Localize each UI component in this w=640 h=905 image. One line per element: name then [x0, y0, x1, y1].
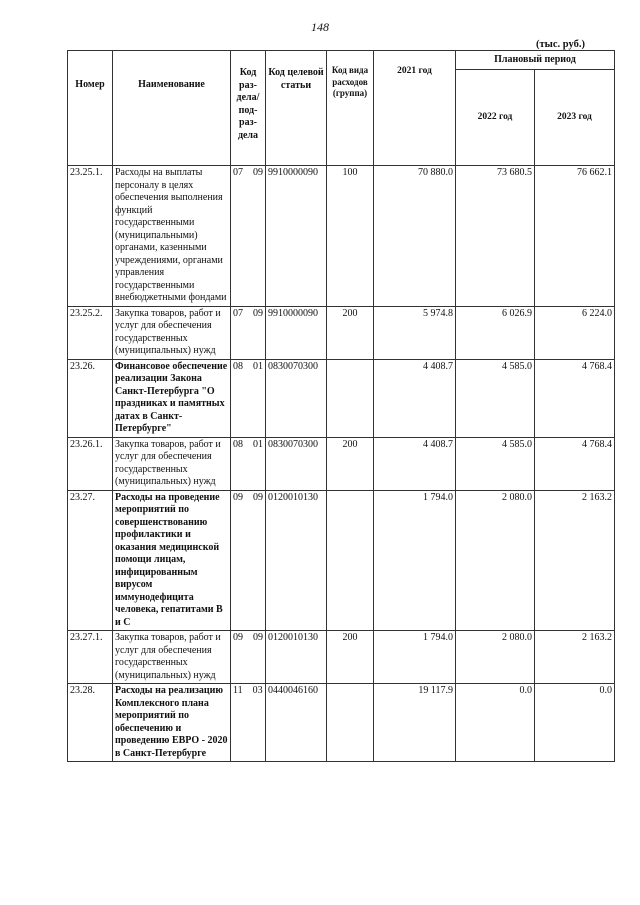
- row-expense-code: 200: [327, 306, 374, 359]
- row-section: 09: [233, 491, 243, 503]
- row-value-2022: 4 585.0: [456, 437, 535, 490]
- row-value-2023: 2 163.2: [535, 631, 615, 684]
- row-value-2023: 4 768.4: [535, 437, 615, 490]
- row-target-code: 0830070300: [266, 359, 327, 437]
- row-number: 23.27.1.: [68, 631, 113, 684]
- row-value-2023: 0.0: [535, 684, 615, 762]
- row-section-code: [231, 306, 266, 359]
- units-label: (тыс. руб.): [536, 39, 585, 50]
- row-number: 23.25.1.: [68, 166, 113, 307]
- row-name: Закупка товаров, работ и услуг для обеспечения государственных (муниципальных) нужд: [113, 306, 231, 359]
- row-name: Расходы на реализацию Комплексного плана мероприятий по обеспечению и проведению ЕВРО - 2020 в Санкт-Петербурге: [113, 684, 231, 762]
- table-row: [68, 490, 615, 631]
- row-value-2022: 73 680.5: [456, 166, 535, 307]
- row-number: 23.27.: [68, 490, 113, 631]
- header-section-code: Код раз-дела/ под-раз-дела: [231, 51, 266, 166]
- row-value-2023: 4 768.4: [535, 359, 615, 437]
- row-value-2022: 0.0: [456, 684, 535, 762]
- row-subsection: 03: [252, 685, 263, 696]
- row-number: 23.26.1.: [68, 437, 113, 490]
- row-name: Расходы на выплаты персоналу в целях обеспечения выполнения функций государственными (муниципальными) органами, казенными учреждениями, органами управления государственными внебюджетными фондами: [113, 166, 231, 307]
- row-value-2022: 6 026.9: [456, 306, 535, 359]
- row-target-code: 0120010130: [266, 631, 327, 684]
- row-target-code: 0120010130: [266, 490, 327, 631]
- row-subsection: 09: [253, 491, 263, 503]
- table-row: [68, 684, 615, 762]
- row-value-2022: 4 585.0: [456, 359, 535, 437]
- header-expense-code: Код вида расходов (группа): [327, 51, 374, 166]
- row-target-code: 0440046160: [266, 684, 327, 762]
- budget-table: [67, 50, 615, 762]
- table-row: [68, 631, 615, 684]
- row-target-code: 9910000090: [266, 306, 327, 359]
- page-number: 148: [311, 20, 329, 34]
- row-subsection: 09: [253, 167, 263, 178]
- row-value-2021: 4 408.7: [374, 359, 456, 437]
- row-subsection: 09: [253, 632, 263, 643]
- row-subsection: 01: [253, 438, 263, 450]
- row-value-2023: 76 662.1: [535, 166, 615, 307]
- row-section: 11: [233, 685, 243, 696]
- row-subsection: 01: [253, 360, 263, 372]
- table-row: [68, 306, 615, 359]
- header-target-code: Код целевой статьи: [266, 51, 327, 166]
- row-section-code: [231, 490, 266, 631]
- row-number: 23.25.2.: [68, 306, 113, 359]
- row-value-2023: 6 224.0: [535, 306, 615, 359]
- row-number: 23.28.: [68, 684, 113, 762]
- row-expense-code: [327, 684, 374, 762]
- row-value-2021: 1 794.0: [374, 631, 456, 684]
- row-value-2021: 1 794.0: [374, 490, 456, 631]
- row-value-2021: 19 117.9: [374, 684, 456, 762]
- row-name: Расходы на проведение мероприятий по совершенствованию профилактики и оказания медицинской помощи лицам, инфицированным вирусом иммунодефицита человека, гепатитами В и С: [113, 490, 231, 631]
- row-section-code: [231, 684, 266, 762]
- header-number: Номер: [68, 51, 113, 166]
- row-name: Закупка товаров, работ и услуг для обеспечения государственных (муниципальных) нужд: [113, 437, 231, 490]
- row-value-2021: 4 408.7: [374, 437, 456, 490]
- row-section-code: [231, 166, 266, 307]
- row-number: 23.26.: [68, 359, 113, 437]
- row-section: 09: [233, 632, 243, 643]
- row-expense-code: 200: [327, 631, 374, 684]
- row-section-code: [231, 359, 266, 437]
- row-value-2023: 2 163.2: [535, 490, 615, 631]
- row-expense-code: [327, 490, 374, 631]
- header-2023: 2023 год: [535, 70, 615, 166]
- row-value-2022: 2 080.0: [456, 631, 535, 684]
- row-value-2021: 70 880.0: [374, 166, 456, 307]
- header-2022: 2022 год: [456, 70, 535, 166]
- row-name: Закупка товаров, работ и услуг для обеспечения государственных (муниципальных) нужд: [113, 631, 231, 684]
- table-row: [68, 166, 615, 307]
- row-expense-code: 100: [327, 166, 374, 307]
- row-section: 07: [233, 307, 243, 319]
- row-expense-code: 200: [327, 437, 374, 490]
- table-row: [68, 359, 615, 437]
- header-planned-period: Плановый период: [456, 51, 615, 70]
- header-2021: 2021 год: [374, 51, 456, 166]
- header-name: Наименование: [113, 51, 231, 166]
- row-section-code: [231, 437, 266, 490]
- row-name: Финансовое обеспечение реализации Закона Санкт-Петербурга "О праздниках и памятных датах в Санкт-Петербурге": [113, 359, 231, 437]
- row-section: 07: [233, 167, 243, 178]
- row-subsection: 09: [253, 307, 263, 319]
- row-section-code: [231, 631, 266, 684]
- row-expense-code: [327, 359, 374, 437]
- row-section: 08: [233, 360, 243, 372]
- row-section: 08: [233, 438, 243, 450]
- row-target-code: 9910000090: [266, 166, 327, 307]
- row-value-2021: 5 974.8: [374, 306, 456, 359]
- row-target-code: 0830070300: [266, 437, 327, 490]
- row-value-2022: 2 080.0: [456, 490, 535, 631]
- table-row: [68, 437, 615, 490]
